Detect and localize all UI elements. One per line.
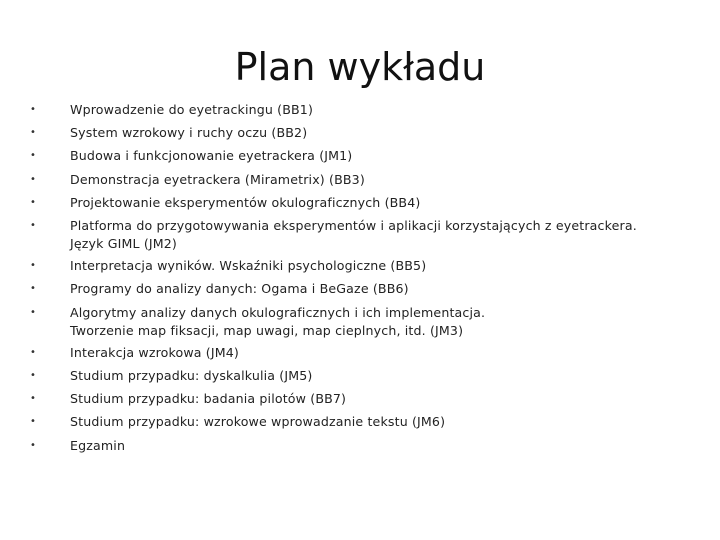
- list-item: [28, 410, 708, 433]
- list-item-text-continuation: Tworzenie map fiksacji, map uwagi, map cieplnych, itd. (JM3): [70, 322, 464, 338]
- list-item: [28, 341, 708, 364]
- agenda-list: [28, 98, 708, 457]
- list-item-text: Egzamin: [70, 437, 126, 453]
- bullet-icon: •: [30, 150, 37, 162]
- list-item-text: Studium przypadku: dyskalkulia (JM5): [70, 368, 313, 384]
- slide-title: Plan wykładu: [234, 45, 486, 89]
- bullet-icon: •: [30, 416, 37, 428]
- bullet-icon: •: [30, 283, 37, 295]
- list-item-text: System wzrokowy i ruchy oczu (BB2): [70, 125, 308, 141]
- list-item-text-continuation: Język GIML (JM2): [70, 236, 177, 252]
- list-item-text: Algorytmy analizy danych okulograficznych i ich implementacja.: [70, 304, 486, 320]
- list-item: [28, 121, 708, 144]
- list-item: [28, 434, 708, 457]
- list-item-text: Wprowadzenie do eyetrackingu (BB1): [70, 102, 314, 117]
- list-item: [28, 277, 708, 300]
- list-item-text: Budowa i funkcjonowanie eyetrackera (JM1): [70, 148, 353, 164]
- list-item: [28, 387, 708, 410]
- list-item-text: Studium przypadku: badania pilotów (BB7): [70, 391, 347, 407]
- bullet-icon: •: [30, 173, 37, 185]
- bullet-icon: •: [30, 104, 37, 115]
- list-item: [28, 191, 708, 214]
- list-item: [28, 364, 708, 387]
- bullet-icon: •: [30, 370, 37, 382]
- bullet-icon: •: [30, 220, 37, 232]
- list-item-text: Interakcja wzrokowa (JM4): [70, 344, 239, 360]
- list-item-text: Demonstracja eyetrackera (Mirametrix) (BB3): [70, 171, 365, 187]
- list-item: [28, 214, 708, 254]
- bullet-icon: •: [30, 306, 37, 318]
- list-item-text: Programy do analizy danych: Ogama i BeGaze (BB6): [70, 281, 409, 297]
- list-item: [28, 144, 708, 167]
- list-item: [28, 98, 708, 121]
- bullet-icon: •: [30, 393, 37, 405]
- list-item-text: Platforma do przygotowywania eksperymentów i aplikacji korzystających z eyetrackera.: [70, 218, 637, 234]
- bullet-icon: •: [30, 196, 37, 208]
- bullet-icon: •: [30, 439, 37, 451]
- list-item-text: Interpretacja wyników. Wskaźniki psychologiczne (BB5): [70, 258, 427, 274]
- bullet-icon: •: [30, 260, 37, 272]
- list-item: [28, 301, 708, 341]
- bullet-icon: •: [30, 346, 37, 358]
- list-item-text: Projektowanie eksperymentów okulograficznych (BB4): [70, 194, 421, 210]
- list-item: [28, 254, 708, 277]
- list-item-text: Studium przypadku: wzrokowe wprowadzanie tekstu (JM6): [70, 414, 446, 430]
- list-item: [28, 168, 708, 191]
- bullet-icon: •: [30, 127, 37, 139]
